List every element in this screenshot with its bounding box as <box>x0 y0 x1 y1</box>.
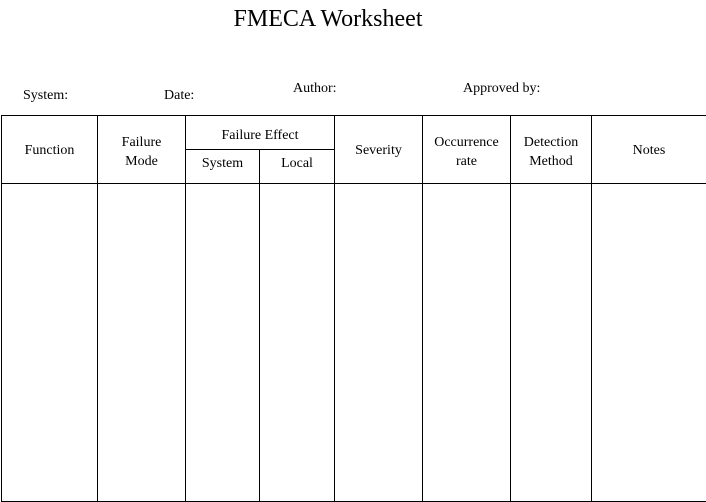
column-divider <box>185 116 186 501</box>
column-divider <box>422 116 423 501</box>
column-divider <box>97 116 98 501</box>
header-notes: Notes <box>632 143 666 158</box>
header-failure-mode-line1: Failure <box>121 135 162 150</box>
header-system: System <box>201 156 244 171</box>
column-divider <box>334 116 335 501</box>
header-severity: Severity <box>355 143 402 158</box>
header-occurrence-line2: rate <box>456 154 477 169</box>
header-local: Local <box>281 156 313 171</box>
column-divider <box>591 116 592 501</box>
column-divider <box>510 116 511 501</box>
failure-effect-divider <box>185 149 335 150</box>
worksheet-title: FMECA Worksheet <box>233 6 423 32</box>
column-divider <box>259 150 260 501</box>
author-label: Author: <box>293 81 337 96</box>
header-occurrence-line1: Occurrence <box>434 135 499 150</box>
header-detection-line1: Detection <box>523 135 579 150</box>
header-failure-effect: Failure Effect <box>221 128 299 143</box>
header-function: Function <box>24 143 75 158</box>
approved-by-label: Approved by: <box>463 81 541 96</box>
system-label: System: <box>23 88 69 103</box>
header-failure-mode-line2: Mode <box>125 154 158 169</box>
header-bottom-rule <box>2 183 706 184</box>
date-label: Date: <box>164 88 195 103</box>
fmeca-table <box>1 115 706 502</box>
header-detection-line2: Method <box>529 154 573 169</box>
